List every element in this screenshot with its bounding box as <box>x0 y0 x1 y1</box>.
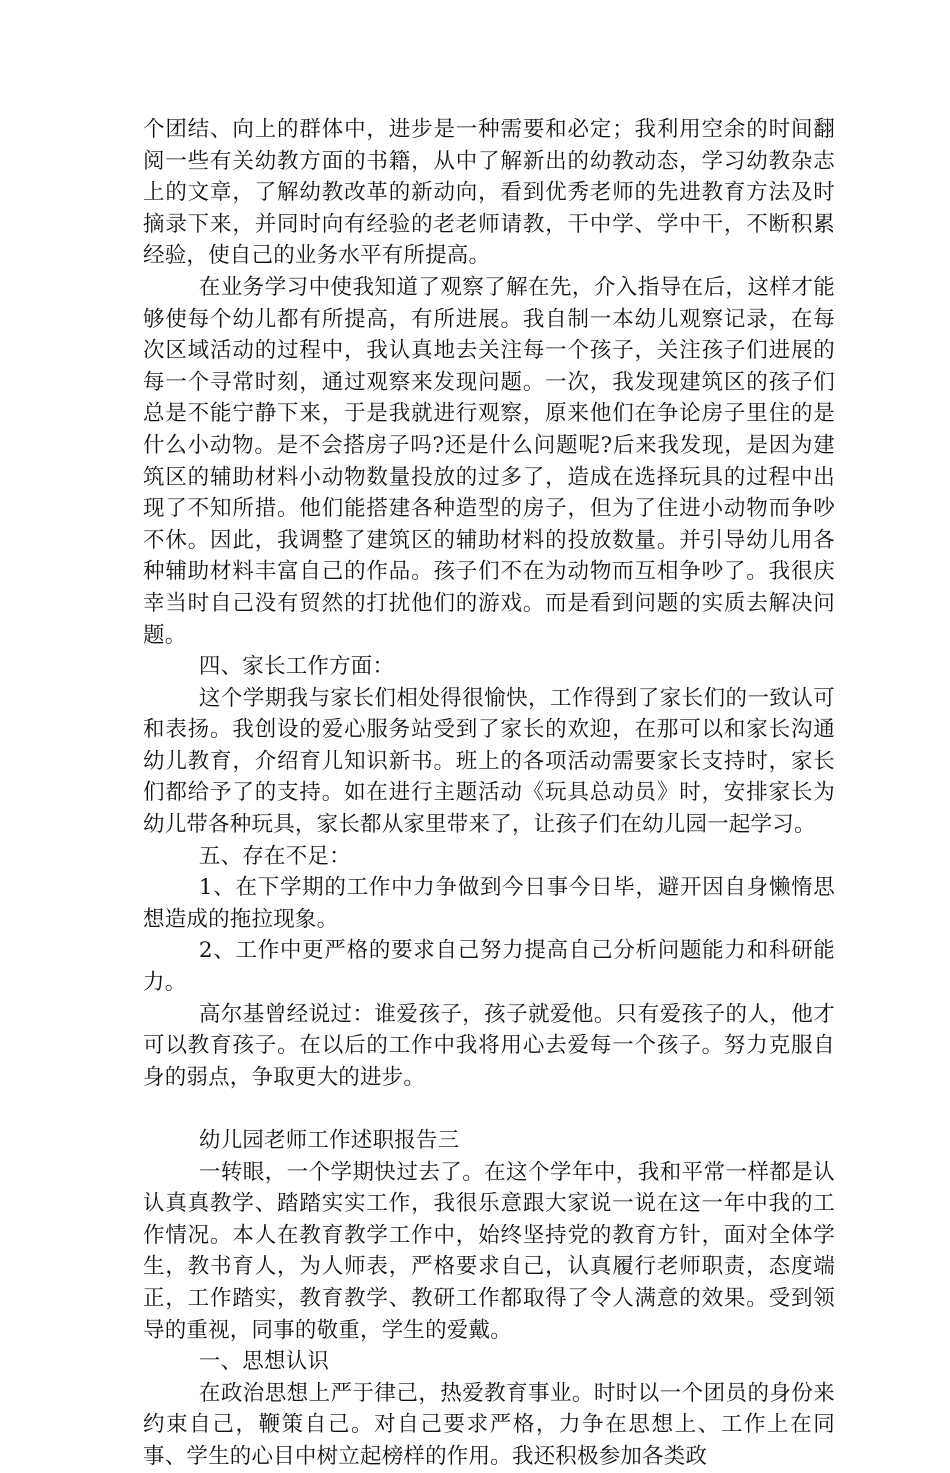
list-item-1: 1、在下学期的工作中力争做到今日事今日毕，避开因自身懒惰思想造成的拖拉现象。 <box>143 875 835 932</box>
paragraph-quote: 高尔基曾经说过：谁爱孩子，孩子就爱他。只有爱孩子的人，他才可以教育孩子。在以后的工作中我将用心去爱每一个孩子。努力克服自身的弱点，争取更大的进步。 <box>143 1001 835 1090</box>
section-heading-parents: 四、家长工作方面： <box>198 654 395 680</box>
paragraph-observation: 在业务学习中使我知道了观察了解在先，介入指导在后，这样才能够使每个幼儿都有所提高，有所进展。我自制一本幼儿观察记录，在每次区域活动的过程中，我认真地去关注每一个孩子，关注孩子们进展的每一个寻常时刻，通过观察来发现问题。一次，我发现建筑区的孩子们总是不能宁静下来，于是我就进行观察，原来他们在争论房子里住的是什么小动物。是不会搭房子吗?还是什么问题呢?后来我发现，是因为建筑区的辅助材料小动物数量投放的过多了，造成在选择玩具的过程中出现了不知所措。他们能搭建各种造型的房子，但为了住进小动物而争吵不休。因此，我调整了建筑区的辅助材料的投放数量。并引导幼儿用各种辅助材料丰富自己的作品。孩子们不在为动物而互相争吵了。我很庆幸当时自己没有贸然的打扰他们的游戏。而是看到问题的实质去解决问题。 <box>143 274 835 648</box>
blank-line <box>143 1093 835 1125</box>
paragraph-continuation: 个团结、向上的群体中，进步是一种需要和必定；我利用空余的时间翻阅一些有关幼教方面的书籍，从中了解新出的幼教动态，学习幼教杂志上的文章，了解幼教改革的新动向，看到优秀老师的先进教育方法及时摘录下来，并同时向有经验的老老师请教，干中学、学中干，不断积累经验，使自己的业务水平有所提高。 <box>143 117 835 269</box>
section-heading-thought: 一、思想认识 <box>198 1349 330 1375</box>
paragraph-thought: 在政治思想上严于律己，热爱教育事业。时时以一个团员的身份来约束自己，鞭策自己。对自己要求严格，力争在思想上、工作上在同事、学生的心目中树立起榜样的作用。我还积极参加各类政 <box>143 1380 835 1469</box>
report-title: 幼儿园老师工作述职报告三 <box>198 1128 460 1153</box>
document-page <box>143 114 835 1473</box>
section-heading-shortcomings: 五、存在不足： <box>198 843 351 869</box>
list-item-2: 2、工作中更严格的要求自己努力提高自己分析问题能力和科研能力。 <box>143 938 835 996</box>
paragraph-intro: 一转眼，一个学期快过去了。在这个学年中，我和平常一样都是认认真真教学、踏踏实实工作，我很乐意跟大家说一说在这一年中我的工作情况。本人在教育教学工作中，始终坚持党的教育方针，面对全体学生，教书育人，为人师表，严格要求自己，认真履行老师职责，态度端正，工作踏实，教育教学、教研工作都取得了令人满意的效果。受到领导的重视，同事的敬重，学生的爱戴。 <box>143 1159 835 1343</box>
paragraph-parents: 这个学期我与家长们相处得很愉快，工作得到了家长们的一致认可和表扬。我创设的爱心服务站受到了家长的欢迎，在那可以和家长沟通幼儿教育，介绍育儿知识新书。班上的各项活动需要家长支持时，家长们都给予了的支持。如在进行主题活动《玩具总动员》时，安排家长为幼儿带各种玩具，家长都从家里带来了，让孩子们在幼儿园一起学习。 <box>143 685 835 838</box>
